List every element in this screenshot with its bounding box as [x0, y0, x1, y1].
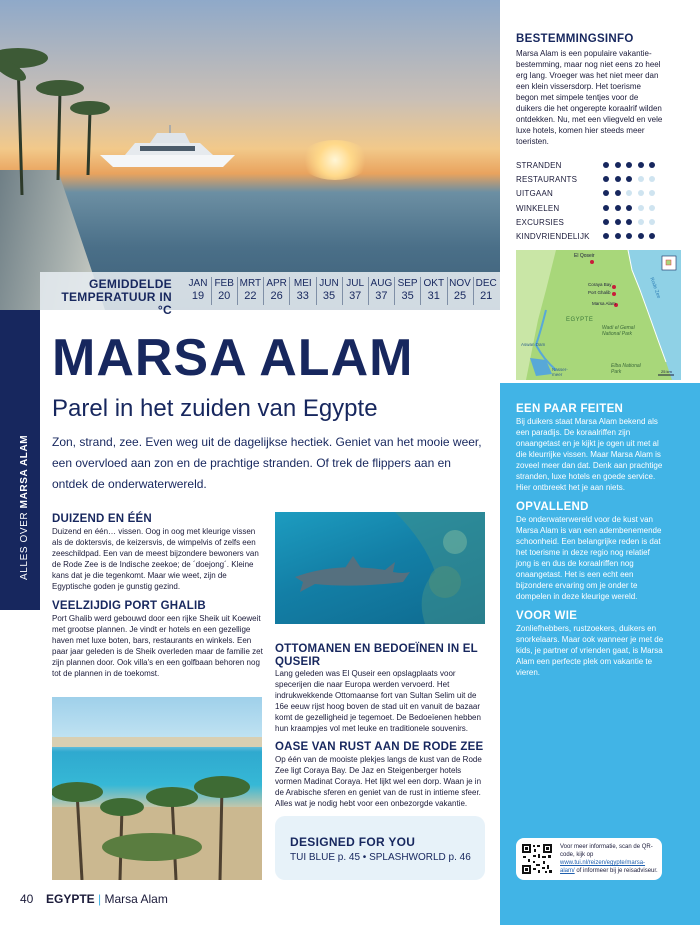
footer-label [46, 892, 168, 906]
designed-heading: DESIGNED FOR YOU [290, 835, 416, 849]
ottomanen-text: Lang geleden was El Quseir een opslagplaats voor specerijen die naar Europa werden vervoerd. Het indrukwekkende Ottomaanse fort van Sultan Selim uit de 16e eeuw rijst hoog boven de stad uit en vanuit de bazaar komt de gezelligheid je tegemoet. De Bedoeïenen hebben hun kraampjes vol met leuke en traditionele souvenirs. [275, 669, 481, 733]
yacht-illustration [95, 125, 245, 170]
month-temperature: 33 [296, 290, 309, 302]
footer-area: Marsa Alam [104, 892, 168, 906]
rating-dot-filled [615, 190, 621, 196]
map-label-rode-zee: Rode Zee [648, 276, 662, 300]
rating-dot-filled [638, 162, 644, 168]
page-subtitle: Parel in het zuiden van Egypte [52, 395, 378, 422]
rating-dot-filled [649, 162, 655, 168]
rating-dot-empty [638, 176, 644, 182]
rating-dot-empty [649, 219, 655, 225]
qr-line1: Voor meer informatie, scan de [560, 844, 641, 850]
temperature-month [237, 277, 263, 303]
temperature-month [264, 277, 290, 303]
opvallend-text: De onderwaterwereld voor de kust van Marsa Alam is van een adembenemende schoonheid. Een belangrijke reden is dat het toerisme in deze regio nog relatief jong is en dus de koraalriffen nog onaangetast. Het is een echt een bijzondere ervaring om je onder te dompelen in deze kleurige wereld. [516, 515, 662, 601]
sunset-glow [300, 140, 370, 180]
month-name: OKT [423, 278, 445, 289]
side-label-prefix: ALLES OVER [19, 508, 30, 580]
rating-dot-filled [638, 233, 644, 239]
rating-label: EXCURSIES [516, 217, 565, 227]
rating-dot-filled [615, 162, 621, 168]
beach-palms-photo [52, 697, 262, 880]
rating-dot-filled [603, 162, 609, 168]
hero-photo-harbor [0, 0, 500, 310]
map-label-marsa-alam: Marsa Alam [592, 301, 616, 306]
rating-dot-filled [603, 233, 609, 239]
month-name: MEI [293, 278, 312, 289]
page-number: 40 [20, 892, 34, 906]
month-temperature: 31 [427, 290, 440, 302]
designed-text: TUI BLUE p. 45 • SPLASHWORLD p. 46 [290, 852, 471, 863]
month-name: DEC [475, 278, 497, 289]
qr-info-text [560, 843, 658, 875]
month-name: FEB [214, 278, 234, 289]
rating-dot-filled [615, 205, 621, 211]
month-temperature: 35 [401, 290, 414, 302]
port-ghalib-text: Port Ghalib werd gebouwd door een rijke Sheik uit Koeweit met grootse plannen. Je vindt er hotels en een gezellige haven met luxe boten, bars, restaurants en winkels. Een paar jaar geleden is de Sheik overleden maar de familie zet zijn plannen door. Ook villa's en een golfbaan behoren nog tot de plannen in de toekomst. [52, 614, 263, 678]
rating-dot-filled [626, 219, 632, 225]
rating-dot-filled [603, 219, 609, 225]
rating-dot-filled [626, 233, 632, 239]
rating-dot-filled [626, 205, 632, 211]
facts-heading: EEN PAAR FEITEN [516, 403, 624, 415]
month-name: JUN [319, 278, 339, 289]
month-temperature: 37 [349, 290, 362, 302]
temperature-month [316, 277, 342, 303]
map-label-aswan: Aswan Dam [521, 342, 546, 347]
qr-link[interactable]: www.tui.nl/reizen/egypte/marsa-alam/ [560, 860, 646, 874]
duizend-text: Duizend en één… vissen. Oog in oog met kleurige vissen als de doktersvis, de keizersvis, de wimpelvis of zelfs een zeeschildpad. Een van de meest bijzondere bewoners van de Rode Zee is de Indische zeekoe; de ´doejong´. Kleine kans dat je die tegenkomt. Maar wie weet, zijn de Egyptische goden je gunstig gezind. [52, 527, 259, 591]
oase-text: Op één van de mooiste plekjes langs de kust van de Rode Zee ligt Coraya Bay. De Jaz en Steigenberger hotels vormen Madinat Coraya. Het lijkt wel een dorp. Waan je in de Arabische sferen en geniet van de rust in intieme sfeer. Alles wat je nodig hebt voor een onbezorgde vakantie. [275, 755, 482, 808]
temperature-month [447, 277, 473, 303]
opvallend-heading: OPVALLEND [516, 501, 589, 513]
page-title: MARSA ALAM [52, 329, 414, 387]
side-strip-label [19, 435, 30, 580]
rating-dot-filled [615, 219, 621, 225]
rating-label: UITGAAN [516, 189, 553, 199]
month-name: APR [266, 278, 287, 289]
rating-dot-filled [649, 233, 655, 239]
month-name: NOV [449, 278, 471, 289]
month-temperature: 22 [244, 290, 257, 302]
duizend-heading: DUIZEND EN ÉÉN [52, 513, 152, 525]
designed-for-you-box [275, 816, 485, 880]
reef-shark-illustration [275, 512, 485, 624]
temperature-month [421, 277, 447, 303]
region-map [516, 250, 681, 380]
voor-wie-heading: VOOR WIE [516, 610, 578, 622]
rating-dot-empty [638, 190, 644, 196]
month-temperature: 35 [322, 290, 336, 302]
map-label-coraya-bay: Coraya Bay [588, 282, 612, 287]
qr-line2: QR-code, kijk op [560, 844, 653, 858]
month-name: AUG [370, 278, 393, 289]
ottomanen-heading: OTTOMANEN EN BEDOEÏNEN IN EL QUSEIR [275, 643, 478, 668]
map-scale: 25 km [661, 369, 672, 374]
temperature-month [211, 277, 237, 303]
qr-line3: of informeer bij je reisadviseur. [574, 868, 658, 874]
map-label-elba: Elba National Park [611, 363, 641, 375]
rating-dot-filled [615, 176, 621, 182]
rating-dot-empty [638, 205, 644, 211]
reef-shark-photo [275, 512, 485, 624]
temperature-label: GEMIDDELDE TEMPERATUUR IN °C [61, 277, 172, 317]
map-label-el-qoseir: El Qoseir [574, 253, 595, 259]
rating-dot-filled [615, 233, 621, 239]
rating-label: STRANDEN [516, 161, 562, 170]
month-temperature: 20 [218, 290, 231, 302]
month-temperature: 21 [480, 290, 493, 302]
map-label-nasser: Nasser-meer [552, 367, 568, 377]
map-illustration [516, 250, 681, 380]
temperature-month [342, 277, 368, 303]
voor-wie-text: Zonliefhebbers, rustzoekers, duikers en snorkelaars. Maar ook wanneer je met de kids, je partner of vrienden gaat, is Marsa Alam een perfecte plek om vakantie te vieren. [516, 624, 664, 677]
temperature-month [368, 277, 394, 303]
month-temperature: 25 [453, 290, 467, 302]
month-name: JUL [346, 278, 365, 289]
temperature-month [395, 277, 421, 303]
rating-label: WINKELEN [516, 203, 560, 213]
map-label-egypte: EGYPTE [566, 317, 594, 323]
rating-label: RESTAURANTS [516, 175, 578, 185]
month-temperature: 26 [270, 290, 283, 302]
beach-palms-illustration [52, 697, 262, 880]
facts-text: Bij duikers staat Marsa Alam bekend als een paradijs. De koraalriffen zijn onaangetast en je kijkt je ogen uit met al die kleurrijke vissen. Maar Marsa Alam is zoveel meer dan dat. Denk aan prachtige stranden, luxe hotels en goede service. Hier ontbreekt het je aan niets. [516, 417, 663, 492]
map-label-wadi: Wadi el Gemal National Park [602, 325, 635, 337]
rating-dot-empty [649, 205, 655, 211]
rating-label: KINDVRIENDELIJK [516, 232, 590, 241]
palm-trees-illustration [0, 0, 110, 200]
month-temperature: 37 [375, 290, 388, 302]
oase-heading: OASE VAN RUST AAN DE RODE ZEE [275, 741, 484, 753]
side-label-bold: MARSA ALAM [19, 434, 30, 509]
rating-dot-filled [626, 162, 632, 168]
destination-info-text: Marsa Alam is een populaire vakantie-bestemming, maar nog niet eens zo heel erg lang. Vroeger was het niet meer dan een klein vissersdorp. Het toerisme begon met simpele tentjes voor de duikers die het ongerepte koraalrif wilden ontdekken. Nu, met een vliegveld en vele luxe hotels, komen hier steeds meer toeristen. [516, 49, 663, 146]
qr-code-icon[interactable] [521, 843, 553, 875]
rating-dot-filled [603, 205, 609, 211]
footer-country: EGYPTE [46, 892, 95, 906]
destination-info-heading: BESTEMMINGSINFO [516, 33, 634, 45]
intro-text: Zon, strand, zee. Even weg uit de dagelijkse hectiek. Geniet van het mooie weer, een overvloed aan zon en de prachtige stranden. Of trek de flippers aan en ontdek de onderwaterwereld. [52, 435, 482, 491]
month-temperature: 19 [191, 290, 205, 302]
port-ghalib-heading: VEELZIJDIG PORT GHALIB [52, 600, 206, 612]
map-label-port-ghalib: Port Ghalib [588, 290, 611, 295]
month-name: JAN [188, 278, 208, 289]
qr-box [516, 838, 662, 880]
month-name: MRT [239, 278, 262, 289]
temperature-month [473, 277, 499, 303]
footer-separator: | [94, 892, 105, 906]
rating-dot-empty [638, 219, 644, 225]
month-name: SEP [397, 278, 418, 289]
temperature-month [185, 277, 211, 303]
temperature-month [290, 277, 316, 303]
